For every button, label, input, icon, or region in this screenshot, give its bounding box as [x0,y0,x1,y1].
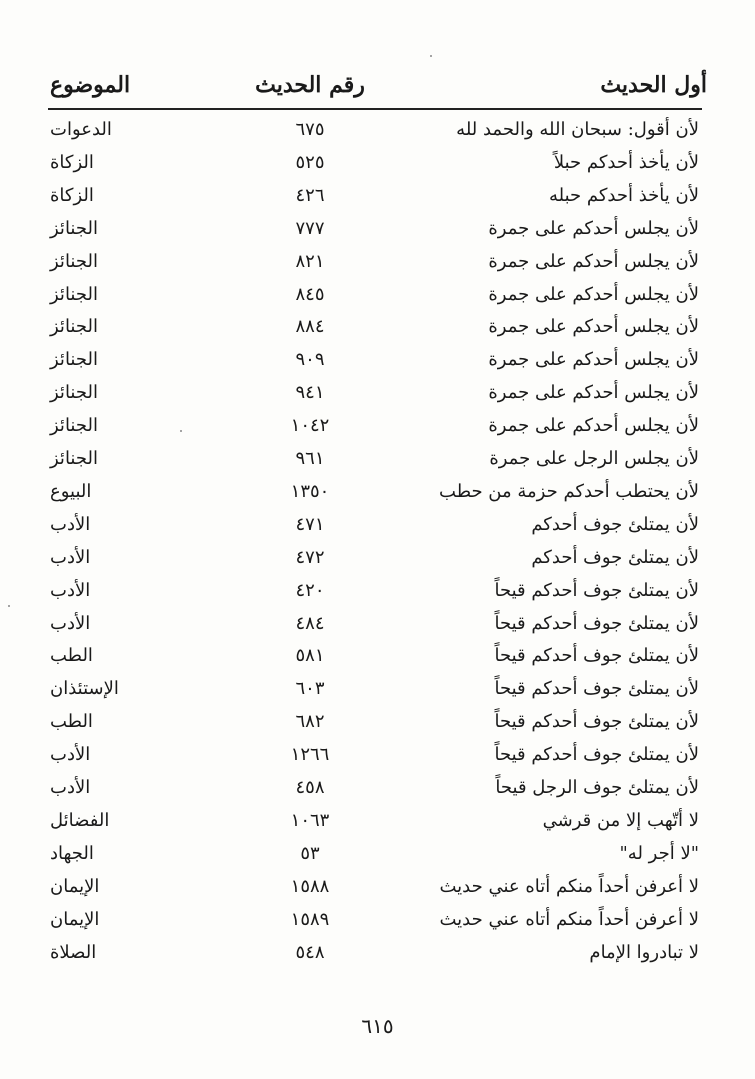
row-topic: الجنائز [50,349,98,371]
row-first-words: لأن يجلس أحدكم على جمرة [488,415,699,437]
row-topic: الطب [50,711,93,733]
row-hadith-number: ٩٦١ [295,448,325,469]
row-first-words: لأن يأخذ أحدكم حبله [548,184,699,206]
row-topic: الطب [50,645,93,667]
row-hadith-number: ٦٧٥ [295,119,325,140]
row-topic: الأدب [50,579,91,601]
row-first-words: لأن يجلس أحدكم على جمرة [488,382,699,404]
row-topic: الأدب [50,546,91,568]
row-first-words: لأن يمتلئ جوف الرجل قيحاً [495,777,699,798]
row-topic: الإستئذان [50,678,119,700]
row-first-words: لأن يمتلئ جوف أحدكم قيحاً [494,678,699,700]
table-row [0,376,755,409]
row-first-words: لا أعرفن أحداً منكم أتاه عني حديث [439,908,699,930]
table-row [0,245,755,278]
row-topic: الأدب [50,612,91,634]
row-hadith-number: ٥٤٨ [295,941,325,963]
row-first-words: لأن يمتلئ جوف أحدكم [531,546,699,568]
row-first-words: لأن يأخذ أحدكم حبلاً [553,151,699,173]
row-topic: الدعوات [50,119,112,140]
scan-speck [180,430,182,432]
row-hadith-number: ٤٥٨ [295,777,325,798]
table-row [0,639,755,672]
table-row [0,738,755,771]
row-topic: الأدب [50,513,91,535]
row-topic: البيوع [50,480,92,502]
row-topic: الإيمان [50,875,100,897]
table-row [0,212,755,245]
row-first-words: لأن يمتلئ جوف أحدكم قيحاً [494,579,699,601]
table-row [0,541,755,574]
table-row [0,837,755,870]
row-first-words: لأن يجلس أحدكم على جمرة [488,349,699,371]
row-topic: الأدب [50,744,91,766]
row-topic: الجنائز [50,382,98,404]
row-hadith-number: ٤٢٠ [295,579,325,601]
table-row [0,870,755,903]
row-topic: الجهاد [50,842,94,864]
row-hadith-number: ٨٨٤ [295,316,325,338]
row-hadith-number: ١٥٨٨ [290,875,330,897]
row-first-words: لأن يجلس أحدكم على جمرة [488,283,699,305]
row-topic: الأدب [50,777,91,798]
row-hadith-number: ٤٧١ [295,513,325,535]
row-hadith-number: ٩٠٩ [295,349,325,371]
header-topic: الموضوع [50,72,131,98]
row-hadith-number: ١٠٤٢ [290,415,330,437]
row-topic: الفضائل [50,809,110,831]
row-topic: الجنائز [50,250,98,272]
table-row [0,903,755,936]
row-topic: الجنائز [50,415,98,437]
page-number: ٦١٥ [361,1014,394,1038]
row-hadith-number: ٦٨٢ [295,711,325,733]
table-row [0,574,755,607]
row-topic: الجنائز [50,316,98,338]
row-hadith-number: ٧٧٧ [295,217,325,239]
table-row [0,310,755,343]
row-first-words: لأن يحتطب أحدكم حزمة من حطب [439,480,699,502]
table-row [0,278,755,311]
scan-speck [430,55,432,57]
row-topic: الزكاة [50,151,94,173]
row-hadith-number: ١٣٥٠ [290,480,330,502]
row-hadith-number: ٩٤١ [295,382,325,404]
table-row [0,508,755,541]
header-divider [48,108,702,110]
table-row [0,936,755,969]
row-hadith-number: ٤٧٢ [295,546,325,568]
row-topic: الإيمان [50,908,100,930]
row-hadith-number: ١٥٨٩ [290,908,330,930]
row-hadith-number: ٤٨٤ [295,612,325,634]
table-row [0,705,755,738]
table-row [0,343,755,376]
table-row [0,179,755,212]
row-first-words: لأن يمتلئ جوف أحدكم قيحاً [494,612,699,634]
row-first-words: لأن يمتلئ جوف أحدكم قيحاً [494,744,699,766]
row-hadith-number: ٥٨١ [295,645,325,667]
row-hadith-number: ٦٠٣ [295,678,325,700]
scan-speck [8,605,10,607]
table-row [0,771,755,804]
row-first-words: لا تبادروا الإمام [589,941,699,963]
header-hadith-number: رقم الحديث [255,72,365,98]
row-hadith-number: ٥٢٥ [295,151,325,173]
table-row [0,672,755,705]
row-first-words: لأن يجلس أحدكم على جمرة [488,250,699,272]
row-hadith-number: ٤٢٦ [295,184,325,206]
row-first-words: لأن أقول: سبحان الله والحمد لله [456,119,699,140]
table-row [0,442,755,475]
row-first-words: لأن يمتلئ جوف أحدكم قيحاً [494,645,699,667]
row-first-words: لا أعرفن أحداً منكم أتاه عني حديث [439,875,699,897]
row-topic: الجنائز [50,448,98,469]
table-row [0,804,755,837]
row-hadith-number: ٨٢١ [295,250,325,272]
row-topic: الصلاة [50,941,97,963]
row-hadith-number: ١٢٦٦ [290,744,330,766]
table-row [0,409,755,442]
table-row [0,113,755,146]
row-first-words: لأن يمتلئ جوف أحدكم [531,513,699,535]
header-first-words: أول الحديث [600,72,707,98]
row-first-words: لأن يجلس الرجل على جمرة [489,448,699,469]
row-first-words: لا أتّهب إلا من قرشي [542,809,699,831]
row-first-words: لأن يجلس أحدكم على جمرة [488,217,699,239]
row-topic: الجنائز [50,217,98,239]
row-hadith-number: ١٠٦٣ [290,809,330,831]
table-row [0,146,755,179]
table-row [0,607,755,640]
row-first-words: لأن يمتلئ جوف أحدكم قيحاً [494,711,699,733]
table-row [0,475,755,508]
row-first-words: لأن يجلس أحدكم على جمرة [488,316,699,338]
row-topic: الزكاة [50,184,94,206]
row-topic: الجنائز [50,283,98,305]
row-hadith-number: ٥٣ [300,842,320,864]
row-first-words: "لا أجر له" [619,842,699,864]
row-hadith-number: ٨٤٥ [295,283,325,305]
